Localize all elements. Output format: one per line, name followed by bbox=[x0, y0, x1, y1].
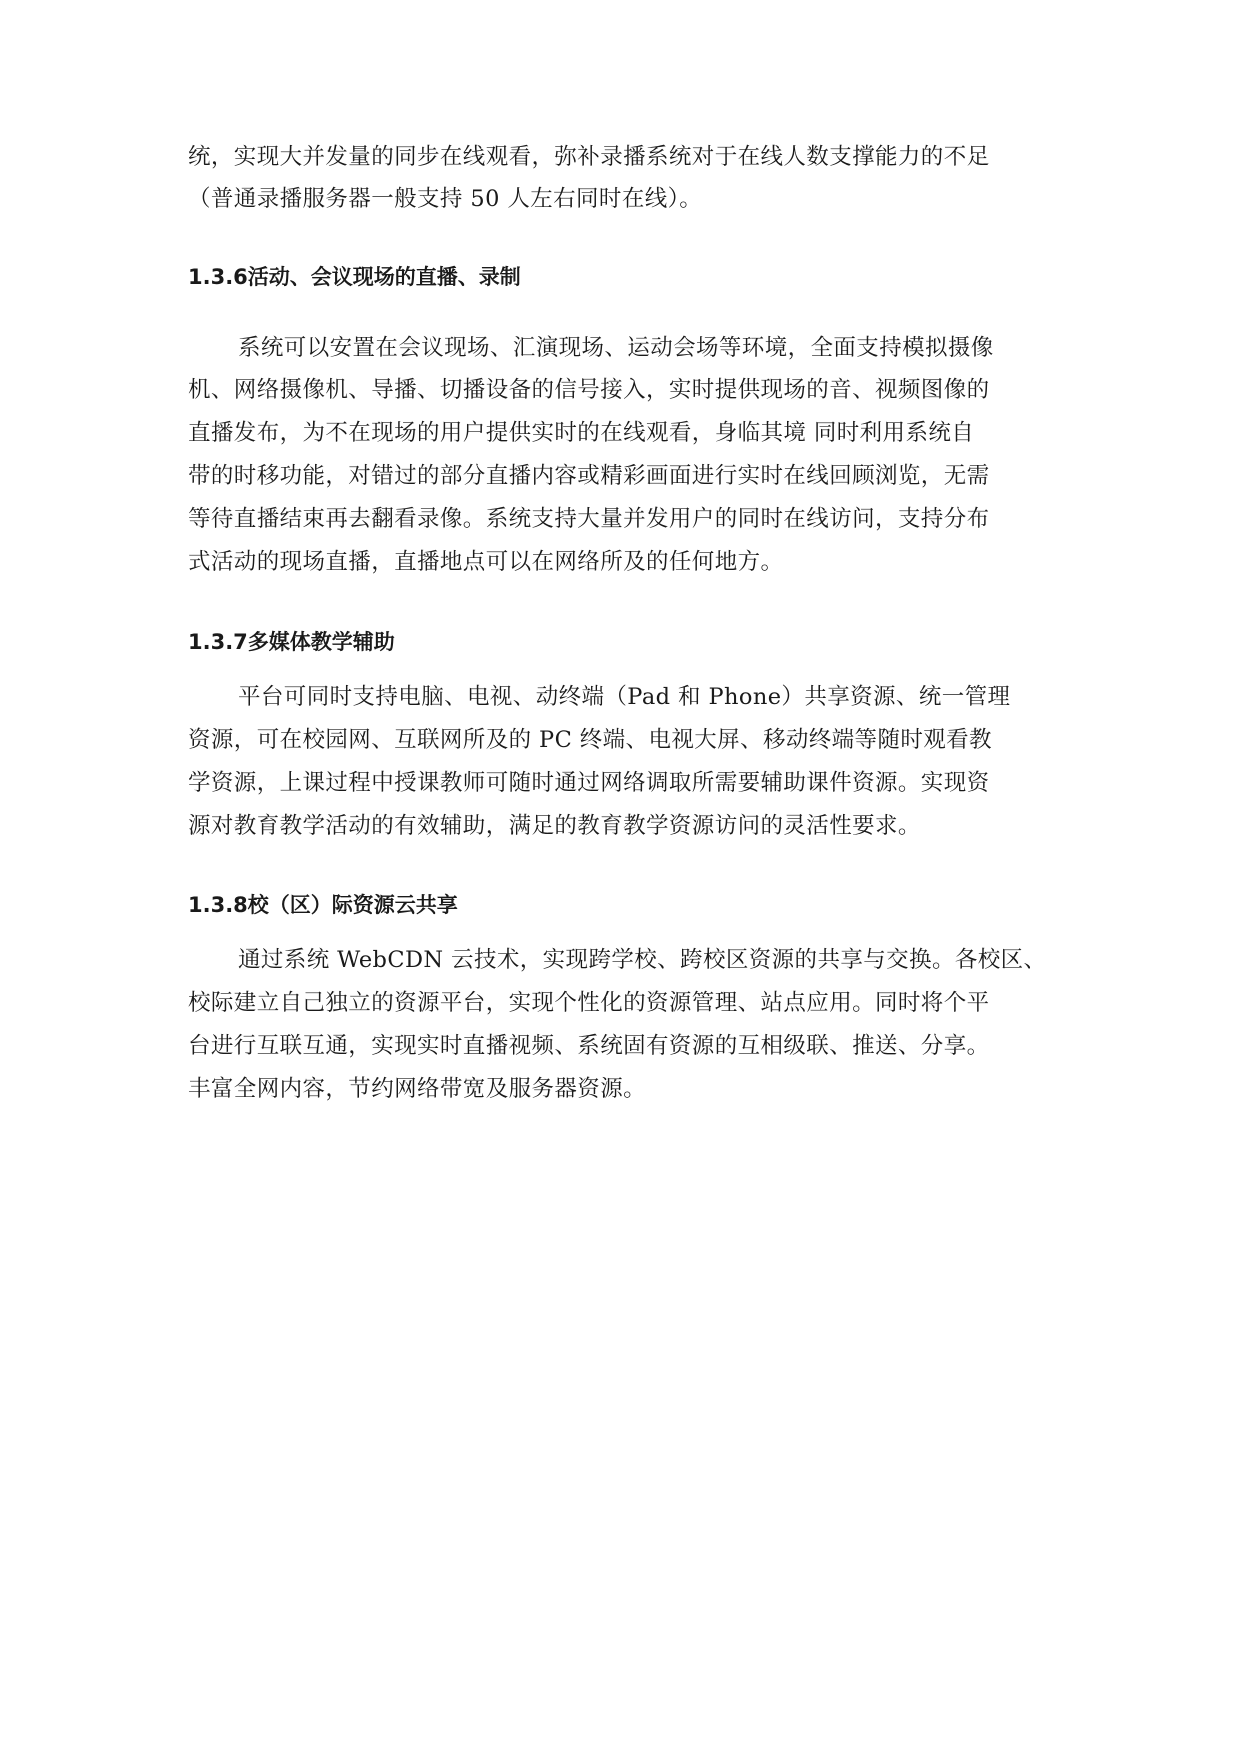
paragraph-line: 通过系统 WebCDN 云技术，实现跨学校、跨校区资源的共享与交换。各校区、 bbox=[238, 947, 1047, 973]
paragraph-line: 直播发布，为不在现场的用户提供实时的在线观看，身临其境 同时利用系统自 bbox=[188, 420, 975, 446]
paragraph-line: 台进行互联互通，实现实时直播视频、系统固有资源的互相级联、推送、分享。 bbox=[188, 1033, 990, 1059]
paragraph-line: 等待直播结束再去翻看录像。系统支持大量并发用户的同时在线访问，支持分布 bbox=[188, 506, 990, 532]
section-heading: 1.3.6活动、会议现场的直播、录制 bbox=[188, 265, 521, 289]
paragraph-line: （普通录播服务器一般支持 50 人左右同时在线）。 bbox=[188, 186, 703, 212]
paragraph-line: 带的时移功能，对错过的部分直播内容或精彩画面进行实时在线回顾浏览，无需 bbox=[188, 463, 990, 489]
paragraph-line: 丰富全网内容，节约网络带宽及服务器资源。 bbox=[188, 1076, 647, 1102]
paragraph-line: 源对教育教学活动的有效辅助，满足的教育教学资源访问的灵活性要求。 bbox=[188, 813, 921, 839]
section-heading: 1.3.7多媒体教学辅助 bbox=[188, 630, 395, 654]
section-heading: 1.3.8校（区）际资源云共享 bbox=[188, 893, 458, 917]
paragraph-line: 机、网络摄像机、导播、切播设备的信号接入，实时提供现场的音、视频图像的 bbox=[188, 377, 990, 403]
paragraph-line: 系统可以安置在会议现场、汇演现场、运动会场等环境，全面支持模拟摄像 bbox=[238, 335, 994, 361]
paragraph-line: 统，实现大并发量的同步在线观看，弥补录播系统对于在线人数支撑能力的不足 bbox=[188, 144, 990, 170]
paragraph-line: 校际建立自己独立的资源平台，实现个性化的资源管理、站点应用。同时将个平 bbox=[188, 990, 990, 1016]
paragraph-line: 平台可同时支持电脑、电视、动终端（Pad 和 Phone）共享资源、统一管理 bbox=[238, 684, 1011, 710]
paragraph-line: 学资源，上课过程中授课教师可随时通过网络调取所需要辅助课件资源。实现资 bbox=[188, 770, 990, 796]
paragraph-line: 式活动的现场直播，直播地点可以在网络所及的任何地方。 bbox=[188, 549, 784, 575]
paragraph-line: 资源，可在校园网、互联网所及的 PC 终端、电视大屏、移动终端等随时观看教 bbox=[188, 727, 992, 753]
